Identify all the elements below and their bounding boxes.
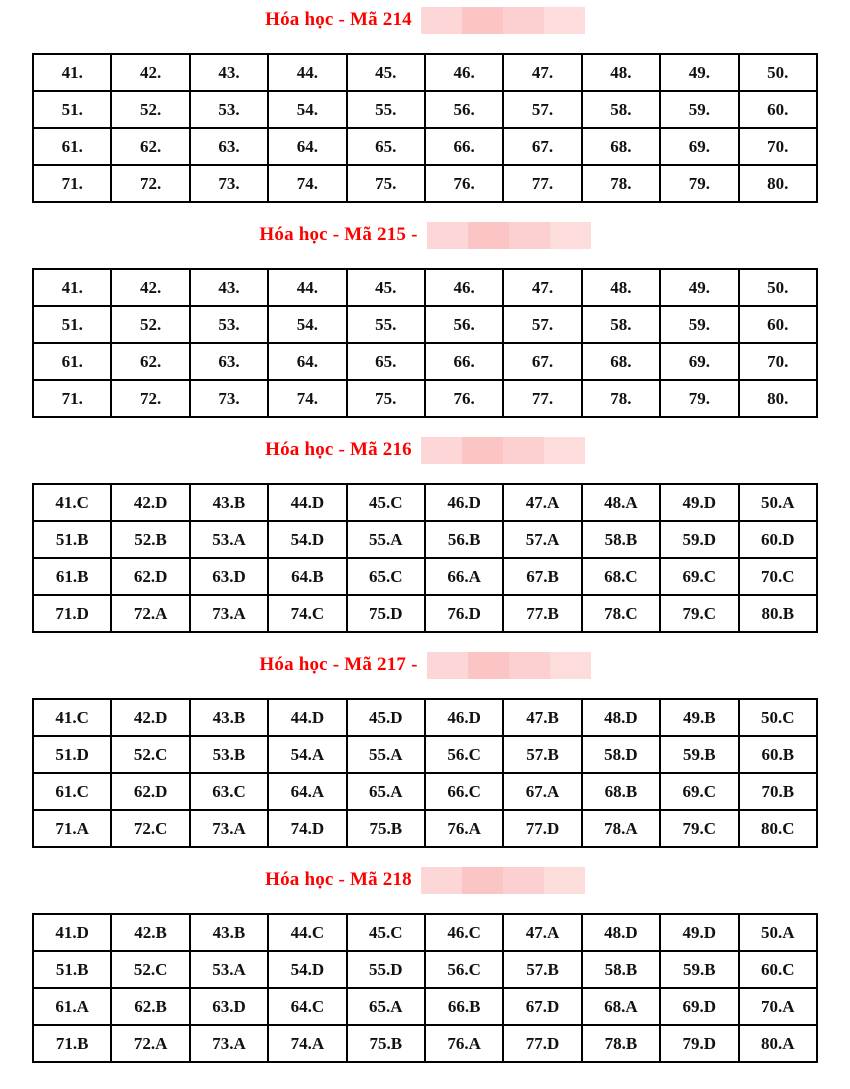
answer-cell: 65. [347, 128, 425, 165]
answer-cell: 56. [425, 91, 503, 128]
answer-cell: 76. [425, 165, 503, 202]
answer-cell: 68.A [582, 988, 660, 1025]
answer-cell: 49.B [660, 699, 738, 736]
answer-cell: 44. [268, 269, 346, 306]
answer-row [33, 736, 817, 773]
answer-cell: 67.B [503, 558, 581, 595]
answer-cell: 56.C [425, 951, 503, 988]
answer-cell: 70. [739, 343, 817, 380]
answer-cell: 68.C [582, 558, 660, 595]
answer-cell: 52. [111, 91, 189, 128]
answer-cell: 67. [503, 128, 581, 165]
answer-cell: 54.A [268, 736, 346, 773]
answer-cell: 74. [268, 165, 346, 202]
answer-cell: 75. [347, 380, 425, 417]
exam-section-ma-217 [0, 651, 850, 848]
answer-cell: 45. [347, 269, 425, 306]
answer-table [32, 268, 818, 418]
answer-cell: 73. [190, 380, 268, 417]
answer-cell: 43. [190, 54, 268, 91]
answer-table [32, 53, 818, 203]
answer-cell: 51. [33, 306, 111, 343]
answer-cell: 60.B [739, 736, 817, 773]
answer-cell: 51. [33, 91, 111, 128]
answer-cell: 75. [347, 165, 425, 202]
answer-cell: 75.B [347, 1025, 425, 1062]
answer-cell: 63.C [190, 773, 268, 810]
answer-cell: 41. [33, 54, 111, 91]
answer-cell: 65. [347, 343, 425, 380]
answer-cell: 70.B [739, 773, 817, 810]
answer-cell: 77.D [503, 1025, 581, 1062]
answer-cell: 66. [425, 128, 503, 165]
answer-cell: 60. [739, 306, 817, 343]
answer-row [33, 343, 817, 380]
answer-cell: 71.A [33, 810, 111, 847]
answer-cell: 62. [111, 343, 189, 380]
answer-cell: 70.C [739, 558, 817, 595]
answer-cell: 47.A [503, 484, 581, 521]
answer-cell: 66.A [425, 558, 503, 595]
section-header [0, 6, 850, 34]
answer-cell: 41. [33, 269, 111, 306]
redacted-text-block [427, 222, 591, 249]
answer-cell: 45.D [347, 699, 425, 736]
answer-cell: 79.C [660, 810, 738, 847]
answer-cell: 64. [268, 343, 346, 380]
answer-cell: 63. [190, 343, 268, 380]
answer-row [33, 54, 817, 91]
answer-cell: 53.B [190, 736, 268, 773]
answer-table [32, 913, 818, 1063]
answer-cell: 74.C [268, 595, 346, 632]
answer-cell: 69. [660, 128, 738, 165]
answer-cell: 42. [111, 54, 189, 91]
answer-cell: 74.D [268, 810, 346, 847]
section-title: Hóa học - Mã 215 - [259, 224, 418, 245]
section-title: Hóa học - Mã 217 - [259, 654, 418, 675]
answer-cell: 72.A [111, 1025, 189, 1062]
answer-cell: 61. [33, 343, 111, 380]
answer-row [33, 773, 817, 810]
answer-cell: 77.B [503, 595, 581, 632]
answer-cell: 76.A [425, 810, 503, 847]
answer-cell: 64.A [268, 773, 346, 810]
answer-cell: 73.A [190, 810, 268, 847]
answer-cell: 50. [739, 54, 817, 91]
answer-cell: 75.B [347, 810, 425, 847]
answer-cell: 62.B [111, 988, 189, 1025]
answer-cell: 80.C [739, 810, 817, 847]
answer-cell: 53.A [190, 521, 268, 558]
answer-cell: 68. [582, 128, 660, 165]
answer-cell: 41.D [33, 914, 111, 951]
answer-cell: 72.C [111, 810, 189, 847]
answer-row [33, 484, 817, 521]
answer-cell: 80.B [739, 595, 817, 632]
answer-cell: 79. [660, 165, 738, 202]
answer-row [33, 91, 817, 128]
answer-cell: 61.A [33, 988, 111, 1025]
answer-cell: 55.D [347, 951, 425, 988]
answer-cell: 54. [268, 306, 346, 343]
answer-cell: 69.D [660, 988, 738, 1025]
answer-cell: 78.B [582, 1025, 660, 1062]
answer-cell: 66.B [425, 988, 503, 1025]
answer-cell: 52.C [111, 736, 189, 773]
answer-cell: 60.C [739, 951, 817, 988]
answer-cell: 58.B [582, 951, 660, 988]
answer-cell: 43.B [190, 484, 268, 521]
answer-cell: 46.C [425, 914, 503, 951]
section-header [0, 651, 850, 679]
answer-cell: 74. [268, 380, 346, 417]
exam-section-ma-215 [0, 221, 850, 418]
answer-cell: 54.D [268, 521, 346, 558]
answer-cell: 46.D [425, 699, 503, 736]
answer-cell: 56. [425, 306, 503, 343]
redacted-text-block [421, 437, 585, 464]
answer-row [33, 269, 817, 306]
answer-cell: 68. [582, 343, 660, 380]
answer-cell: 57.A [503, 521, 581, 558]
answer-cell: 59.D [660, 521, 738, 558]
answer-cell: 55. [347, 306, 425, 343]
answer-cell: 50. [739, 269, 817, 306]
answer-cell: 47. [503, 54, 581, 91]
answer-cell: 67.A [503, 773, 581, 810]
redacted-text-block [421, 867, 585, 894]
answer-cell: 78. [582, 380, 660, 417]
answer-cell: 65.A [347, 773, 425, 810]
answer-cell: 50.A [739, 914, 817, 951]
answer-cell: 67.D [503, 988, 581, 1025]
answer-cell: 72.A [111, 595, 189, 632]
answer-cell: 52.B [111, 521, 189, 558]
answer-cell: 80. [739, 380, 817, 417]
answer-cell: 78.A [582, 810, 660, 847]
answer-cell: 55.A [347, 736, 425, 773]
answer-cell: 61.C [33, 773, 111, 810]
answer-cell: 45.C [347, 484, 425, 521]
answer-cell: 74.A [268, 1025, 346, 1062]
exam-section-ma-214 [0, 6, 850, 203]
answer-cell: 56.C [425, 736, 503, 773]
answer-row [33, 128, 817, 165]
answer-cell: 72. [111, 165, 189, 202]
answer-row [33, 810, 817, 847]
answer-row [33, 1025, 817, 1062]
answer-cell: 61. [33, 128, 111, 165]
answer-cell: 51.B [33, 521, 111, 558]
answer-cell: 61.B [33, 558, 111, 595]
answer-cell: 44.C [268, 914, 346, 951]
answer-cell: 69.C [660, 773, 738, 810]
answer-cell: 54. [268, 91, 346, 128]
answer-cell: 47. [503, 269, 581, 306]
answer-cell: 71.B [33, 1025, 111, 1062]
answer-cell: 78. [582, 165, 660, 202]
answer-cell: 44.D [268, 699, 346, 736]
answer-cell: 77.D [503, 810, 581, 847]
answer-cell: 44. [268, 54, 346, 91]
answer-cell: 66. [425, 343, 503, 380]
answer-cell: 58.B [582, 521, 660, 558]
answer-cell: 63. [190, 128, 268, 165]
answer-cell: 79.C [660, 595, 738, 632]
answer-cell: 55.A [347, 521, 425, 558]
answer-cell: 53. [190, 91, 268, 128]
answer-row [33, 951, 817, 988]
answer-cell: 42. [111, 269, 189, 306]
answer-cell: 77. [503, 165, 581, 202]
answer-cell: 71.D [33, 595, 111, 632]
answer-cell: 53.A [190, 951, 268, 988]
answer-cell: 67. [503, 343, 581, 380]
answer-cell: 47.B [503, 699, 581, 736]
answer-cell: 51.B [33, 951, 111, 988]
answer-cell: 60.D [739, 521, 817, 558]
answer-cell: 47.A [503, 914, 581, 951]
answer-cell: 60. [739, 91, 817, 128]
answer-cell: 51.D [33, 736, 111, 773]
answer-cell: 43. [190, 269, 268, 306]
answer-cell: 76.D [425, 595, 503, 632]
answer-row [33, 521, 817, 558]
section-header [0, 436, 850, 464]
answer-cell: 58. [582, 306, 660, 343]
answer-cell: 48.A [582, 484, 660, 521]
section-header [0, 866, 850, 894]
answer-cell: 57.B [503, 951, 581, 988]
answer-cell: 77. [503, 380, 581, 417]
answer-cell: 79.D [660, 1025, 738, 1062]
answer-cell: 64. [268, 128, 346, 165]
answer-cell: 66.C [425, 773, 503, 810]
answer-cell: 41.C [33, 484, 111, 521]
answer-row [33, 558, 817, 595]
answer-cell: 59.B [660, 736, 738, 773]
answer-cell: 53. [190, 306, 268, 343]
answer-cell: 41.C [33, 699, 111, 736]
answer-cell: 46. [425, 54, 503, 91]
answer-cell: 58. [582, 91, 660, 128]
answer-row [33, 306, 817, 343]
answer-cell: 78.C [582, 595, 660, 632]
answer-cell: 45.C [347, 914, 425, 951]
answer-cell: 50.C [739, 699, 817, 736]
answer-cell: 79. [660, 380, 738, 417]
answer-cell: 76.A [425, 1025, 503, 1062]
exam-section-ma-218 [0, 866, 850, 1063]
answer-cell: 45. [347, 54, 425, 91]
answer-row [33, 699, 817, 736]
answer-cell: 57. [503, 306, 581, 343]
answer-cell: 80. [739, 165, 817, 202]
answer-cell: 49. [660, 269, 738, 306]
answer-cell: 58.D [582, 736, 660, 773]
answer-cell: 57.B [503, 736, 581, 773]
answer-row [33, 165, 817, 202]
answer-cell: 69.C [660, 558, 738, 595]
answer-cell: 43.B [190, 914, 268, 951]
answer-cell: 63.D [190, 988, 268, 1025]
answer-cell: 59. [660, 91, 738, 128]
answer-cell: 68.B [582, 773, 660, 810]
answer-cell: 69. [660, 343, 738, 380]
answer-cell: 44.D [268, 484, 346, 521]
answer-cell: 57. [503, 91, 581, 128]
answer-cell: 73.A [190, 1025, 268, 1062]
answer-cell: 62. [111, 128, 189, 165]
answer-row [33, 595, 817, 632]
answer-cell: 71. [33, 380, 111, 417]
answer-cell: 80.A [739, 1025, 817, 1062]
answer-cell: 59.B [660, 951, 738, 988]
answer-cell: 49. [660, 54, 738, 91]
answer-cell: 64.B [268, 558, 346, 595]
answer-cell: 64.C [268, 988, 346, 1025]
answer-cell: 59. [660, 306, 738, 343]
answer-cell: 42.D [111, 699, 189, 736]
section-title: Hóa học - Mã 214 [265, 9, 412, 30]
answer-cell: 72. [111, 380, 189, 417]
section-title: Hóa học - Mã 218 [265, 869, 412, 890]
redacted-text-block [421, 7, 585, 34]
answer-cell: 65.A [347, 988, 425, 1025]
answer-cell: 46. [425, 269, 503, 306]
answer-table [32, 698, 818, 848]
answer-cell: 62.D [111, 773, 189, 810]
answer-cell: 49.D [660, 484, 738, 521]
answer-cell: 42.D [111, 484, 189, 521]
answer-row [33, 988, 817, 1025]
answer-cell: 48. [582, 54, 660, 91]
answer-cell: 56.B [425, 521, 503, 558]
exam-section-ma-216 [0, 436, 850, 633]
section-title: Hóa học - Mã 216 [265, 439, 412, 460]
answer-cell: 63.D [190, 558, 268, 595]
answer-cell: 75.D [347, 595, 425, 632]
answer-row [33, 914, 817, 951]
redacted-text-block [427, 652, 591, 679]
answer-cell: 70. [739, 128, 817, 165]
answer-cell: 73. [190, 165, 268, 202]
answer-cell: 50.A [739, 484, 817, 521]
answer-cell: 76. [425, 380, 503, 417]
answer-cell: 48. [582, 269, 660, 306]
answer-cell: 54.D [268, 951, 346, 988]
answer-cell: 52. [111, 306, 189, 343]
answer-cell: 43.B [190, 699, 268, 736]
answer-table [32, 483, 818, 633]
answer-cell: 46.D [425, 484, 503, 521]
answer-cell: 52.C [111, 951, 189, 988]
answer-cell: 49.D [660, 914, 738, 951]
section-header [0, 221, 850, 249]
answer-cell: 73.A [190, 595, 268, 632]
answer-cell: 42.B [111, 914, 189, 951]
answer-cell: 48.D [582, 914, 660, 951]
answer-cell: 65.C [347, 558, 425, 595]
answer-cell: 48.D [582, 699, 660, 736]
answer-row [33, 380, 817, 417]
answer-cell: 62.D [111, 558, 189, 595]
answer-cell: 55. [347, 91, 425, 128]
answer-cell: 71. [33, 165, 111, 202]
answer-cell: 70.A [739, 988, 817, 1025]
